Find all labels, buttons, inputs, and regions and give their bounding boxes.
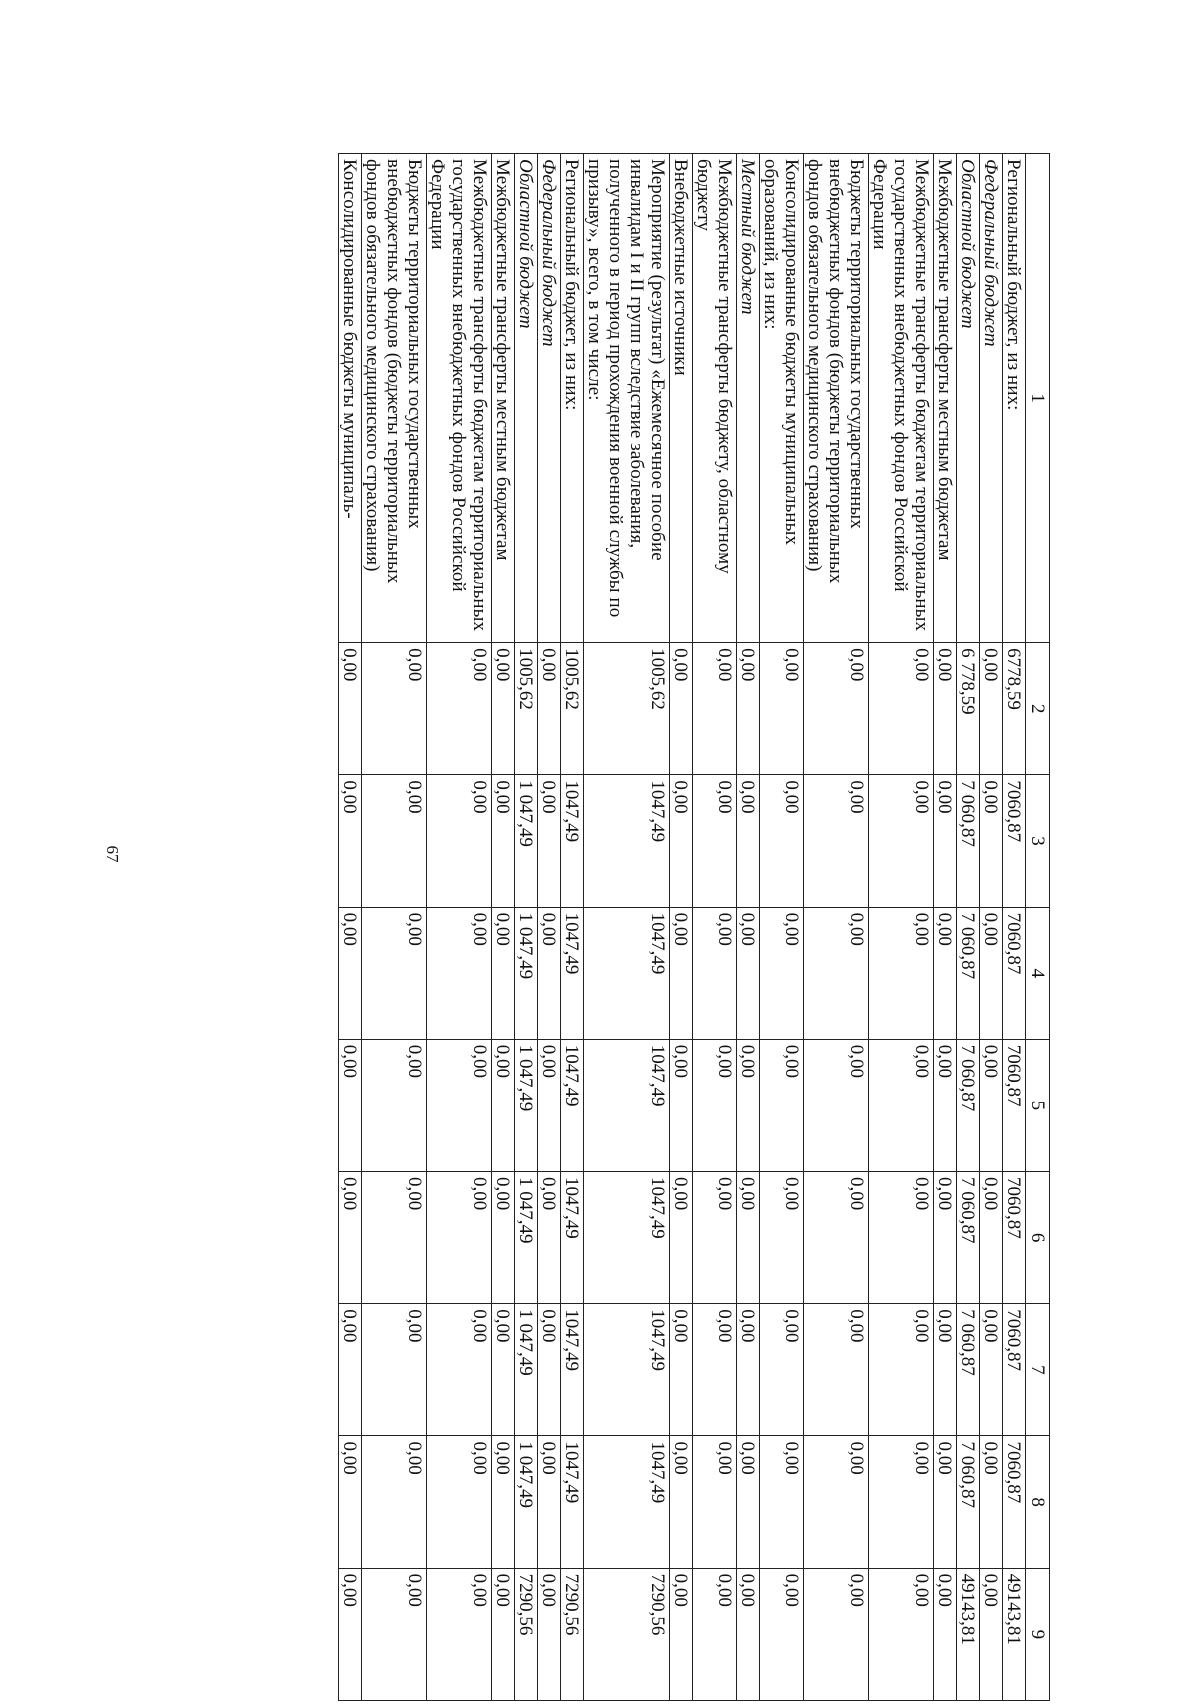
table-cell: 0,00: [339, 907, 362, 1039]
table-cell: 7 060,87: [957, 1172, 980, 1304]
table-header-row: [1026, 154, 1050, 1701]
row-label: Бюджеты территориальных государственных внебюджетных фондов (бюджеты территориальных фондов обязательного медицинского страхования): [804, 154, 869, 643]
table-cell: 1047,49: [584, 775, 670, 907]
table-row: [339, 154, 362, 1701]
table-body: [339, 154, 1026, 1701]
table-row: [362, 154, 427, 1701]
table-cell: 0,00: [492, 1436, 515, 1568]
table-cell: 1 047,49: [515, 1304, 538, 1436]
table-cell: 0,00: [934, 775, 957, 907]
table-row: [1003, 154, 1026, 1701]
table-cell: 1 047,49: [515, 1039, 538, 1171]
table-cell: 1047,49: [561, 1172, 584, 1304]
table-cell: 0,00: [427, 1304, 492, 1436]
table-cell: 7060,87: [1003, 1172, 1026, 1304]
table-cell: 7060,87: [1003, 907, 1026, 1039]
table-cell: 0,00: [980, 1304, 1003, 1436]
table-cell: 0,00: [760, 1039, 804, 1171]
table-cell: 0,00: [427, 1436, 492, 1568]
table-cell: 0,00: [492, 775, 515, 907]
table-cell: 7 060,87: [957, 1304, 980, 1436]
table-cell: 1047,49: [584, 1172, 670, 1304]
page-number: 67: [103, 845, 122, 863]
column-header-3: 3: [1026, 775, 1050, 907]
table-cell: 7 060,87: [957, 775, 980, 907]
table-cell: 0,00: [869, 1039, 934, 1171]
table-cell: 0,00: [804, 1304, 869, 1436]
table-cell: 7 060,87: [957, 907, 980, 1039]
table-cell: 0,00: [980, 775, 1003, 907]
table-cell: 1 047,49: [515, 1436, 538, 1568]
row-label: Межбюджетные трансферты местным бюджетам: [492, 154, 515, 643]
table-cell: 0,00: [362, 1568, 427, 1700]
table-cell: 0,00: [427, 775, 492, 907]
table-cell: 0,00: [737, 643, 760, 775]
table-cell: 0,00: [427, 643, 492, 775]
table-cell: 0,00: [339, 1039, 362, 1171]
row-label: Областной бюджет: [515, 154, 538, 643]
table-cell: 0,00: [737, 1436, 760, 1568]
row-label: Межбюджетные трансферты бюджетам территориальных государственных внебюджетных фондов Российской Федерации: [427, 154, 492, 643]
table-cell: 0,00: [427, 1172, 492, 1304]
table-cell: 0,00: [538, 643, 561, 775]
table-cell: 1005,62: [561, 643, 584, 775]
row-label: Региональный бюджет, из них:: [1003, 154, 1026, 643]
table-cell: 0,00: [869, 643, 934, 775]
table-cell: 0,00: [934, 1436, 957, 1568]
table-cell: 0,00: [737, 1304, 760, 1436]
row-label: Федеральный бюджет: [538, 154, 561, 643]
table-cell: 0,00: [492, 907, 515, 1039]
table-cell: 0,00: [980, 1172, 1003, 1304]
table-cell: 0,00: [980, 643, 1003, 775]
table-cell: 7060,87: [1003, 1039, 1026, 1171]
table-cell: 1047,49: [561, 1304, 584, 1436]
table-cell: 0,00: [362, 775, 427, 907]
table-cell: 0,00: [693, 643, 737, 775]
table-cell: 0,00: [427, 1039, 492, 1171]
table-cell: 0,00: [737, 907, 760, 1039]
row-label: Федеральный бюджет: [980, 154, 1003, 643]
table-cell: 0,00: [804, 775, 869, 907]
table-cell: 1047,49: [561, 1039, 584, 1171]
table-cell: 0,00: [760, 643, 804, 775]
row-label: Консолидированные бюджеты муниципальных образований, из них:: [760, 154, 804, 643]
table-cell: 0,00: [980, 1568, 1003, 1700]
table-cell: 49143,81: [957, 1568, 980, 1700]
budget-table-container: [185, 153, 1050, 1701]
table-cell: 1047,49: [561, 907, 584, 1039]
table-cell: 1047,49: [561, 1436, 584, 1568]
table-cell: 0,00: [339, 1172, 362, 1304]
table-cell: 0,00: [869, 1436, 934, 1568]
column-header-6: 6: [1026, 1172, 1050, 1304]
table-cell: 1005,62: [584, 643, 670, 775]
table-cell: 0,00: [339, 643, 362, 775]
table-cell: 1047,49: [561, 775, 584, 907]
table-cell: 7290,56: [584, 1568, 670, 1700]
table-cell: 0,00: [693, 907, 737, 1039]
table-cell: 7290,56: [515, 1568, 538, 1700]
table-cell: 0,00: [538, 1568, 561, 1700]
table-cell: 0,00: [934, 907, 957, 1039]
row-label: Бюджеты территориальных государственных внебюджетных фондов (бюджеты территориальных фондов обязательного медицинского страхования): [362, 154, 427, 643]
table-cell: 0,00: [492, 1172, 515, 1304]
table-cell: 0,00: [980, 1436, 1003, 1568]
row-label: Консолидированные бюджеты муниципаль-: [339, 154, 362, 643]
table-row: [584, 154, 670, 1701]
table-row: [760, 154, 804, 1701]
table-cell: 0,00: [670, 1568, 693, 1700]
table-cell: 0,00: [538, 907, 561, 1039]
budget-table: [338, 153, 1050, 1701]
table-cell: 1047,49: [584, 1304, 670, 1436]
row-label: Мероприятие (результат) «Ежемесячное пособие инвалидам I и II групп вследствие заболевания, полученного в период прохождения военной службы по призыву», всего, в том числе:: [584, 154, 670, 643]
column-header-1: 1: [1026, 154, 1050, 643]
table-cell: 0,00: [693, 775, 737, 907]
table-cell: 0,00: [492, 1568, 515, 1700]
table-cell: 0,00: [934, 1172, 957, 1304]
table-cell: 0,00: [804, 643, 869, 775]
table-cell: 0,00: [492, 643, 515, 775]
table-cell: 0,00: [760, 1436, 804, 1568]
table-cell: 0,00: [492, 1039, 515, 1171]
table-cell: 1047,49: [584, 1039, 670, 1171]
table-row: [737, 154, 760, 1701]
table-cell: 0,00: [492, 1304, 515, 1436]
table-cell: 0,00: [980, 1039, 1003, 1171]
table-cell: 0,00: [934, 1304, 957, 1436]
table-cell: 7060,87: [1003, 1436, 1026, 1568]
table-cell: 0,00: [934, 643, 957, 775]
table-cell: 0,00: [339, 1304, 362, 1436]
table-row: [693, 154, 737, 1701]
table-cell: 0,00: [670, 643, 693, 775]
row-label: Региональный бюджет, из них:: [561, 154, 584, 643]
table-cell: 1 047,49: [515, 1172, 538, 1304]
table-cell: 0,00: [693, 1304, 737, 1436]
table-row: [804, 154, 869, 1701]
table-cell: 0,00: [538, 775, 561, 907]
table-cell: 1005,62: [515, 643, 538, 775]
table-cell: 0,00: [760, 1568, 804, 1700]
table-cell: 0,00: [362, 1039, 427, 1171]
table-cell: 0,00: [869, 907, 934, 1039]
table-cell: 0,00: [362, 1304, 427, 1436]
table-row: [515, 154, 538, 1701]
table-cell: 0,00: [362, 1172, 427, 1304]
table-cell: 0,00: [760, 1172, 804, 1304]
column-header-2: 2: [1026, 643, 1050, 775]
table-cell: 0,00: [538, 1436, 561, 1568]
table-cell: 0,00: [693, 1172, 737, 1304]
table-cell: 0,00: [670, 775, 693, 907]
table-row: [957, 154, 980, 1701]
table-cell: 0,00: [693, 1436, 737, 1568]
table-cell: 0,00: [804, 907, 869, 1039]
column-header-8: 8: [1026, 1436, 1050, 1568]
column-header-9: 9: [1026, 1568, 1050, 1700]
table-cell: 0,00: [538, 1039, 561, 1171]
table-cell: 6778,59: [1003, 643, 1026, 775]
row-label: Межбюджетные трансферты бюджету, областному бюджету: [693, 154, 737, 643]
table-cell: 0,00: [339, 775, 362, 907]
table-row: [934, 154, 957, 1701]
table-row: [492, 154, 515, 1701]
table-cell: 0,00: [934, 1568, 957, 1700]
table-cell: 0,00: [804, 1172, 869, 1304]
table-cell: 0,00: [362, 1436, 427, 1568]
table-cell: 0,00: [670, 907, 693, 1039]
row-label: Областной бюджет: [957, 154, 980, 643]
table-cell: 0,00: [980, 907, 1003, 1039]
table-cell: 0,00: [869, 775, 934, 907]
row-label: Межбюджетные трансферты бюджетам территориальных государственных внебюджетных фондов Российской Федерации: [869, 154, 934, 643]
table-cell: 0,00: [670, 1039, 693, 1171]
table-cell: 0,00: [737, 775, 760, 907]
table-cell: 0,00: [804, 1039, 869, 1171]
table-cell: 0,00: [760, 1304, 804, 1436]
table-cell: 0,00: [693, 1568, 737, 1700]
table-cell: 0,00: [804, 1568, 869, 1700]
table-cell: 7 060,87: [957, 1436, 980, 1568]
table-cell: 7060,87: [1003, 1304, 1026, 1436]
table-cell: 0,00: [339, 1436, 362, 1568]
table-cell: 0,00: [339, 1568, 362, 1700]
column-header-5: 5: [1026, 1039, 1050, 1171]
table-cell: 0,00: [670, 1172, 693, 1304]
row-label: Местный бюджет: [737, 154, 760, 643]
table-cell: 7290,56: [561, 1568, 584, 1700]
table-cell: 1047,49: [584, 907, 670, 1039]
table-cell: 0,00: [760, 775, 804, 907]
table-cell: 0,00: [427, 907, 492, 1039]
table-cell: 7 060,87: [957, 1039, 980, 1171]
table-cell: 0,00: [869, 1568, 934, 1700]
table-row: [869, 154, 934, 1701]
table-cell: 0,00: [362, 907, 427, 1039]
table-cell: 0,00: [869, 1304, 934, 1436]
table-cell: 0,00: [737, 1039, 760, 1171]
table-cell: 1 047,49: [515, 775, 538, 907]
column-header-7: 7: [1026, 1304, 1050, 1436]
table-cell: 1047,49: [584, 1436, 670, 1568]
table-cell: 0,00: [670, 1304, 693, 1436]
table-row: [427, 154, 492, 1701]
table-row: [538, 154, 561, 1701]
row-label: Внебюджетные источники: [670, 154, 693, 643]
table-cell: 0,00: [737, 1568, 760, 1700]
table-cell: 0,00: [670, 1436, 693, 1568]
table-cell: 0,00: [693, 1039, 737, 1171]
table-row: [980, 154, 1003, 1701]
table-row: [670, 154, 693, 1701]
table-cell: 1 047,49: [515, 907, 538, 1039]
table-cell: 6 778,59: [957, 643, 980, 775]
row-label: Межбюджетные трансферты местным бюджетам: [934, 154, 957, 643]
table-cell: 0,00: [362, 643, 427, 775]
table-row: [561, 154, 584, 1701]
table-cell: 0,00: [869, 1172, 934, 1304]
table-cell: 0,00: [427, 1568, 492, 1700]
table-cell: 0,00: [804, 1436, 869, 1568]
table-cell: 49143,81: [1003, 1568, 1026, 1700]
table-cell: 0,00: [737, 1172, 760, 1304]
table-cell: 0,00: [760, 907, 804, 1039]
table-cell: 0,00: [538, 1304, 561, 1436]
table-cell: 0,00: [934, 1039, 957, 1171]
column-header-4: 4: [1026, 907, 1050, 1039]
table-cell: 7060,87: [1003, 775, 1026, 907]
table-cell: 0,00: [538, 1172, 561, 1304]
